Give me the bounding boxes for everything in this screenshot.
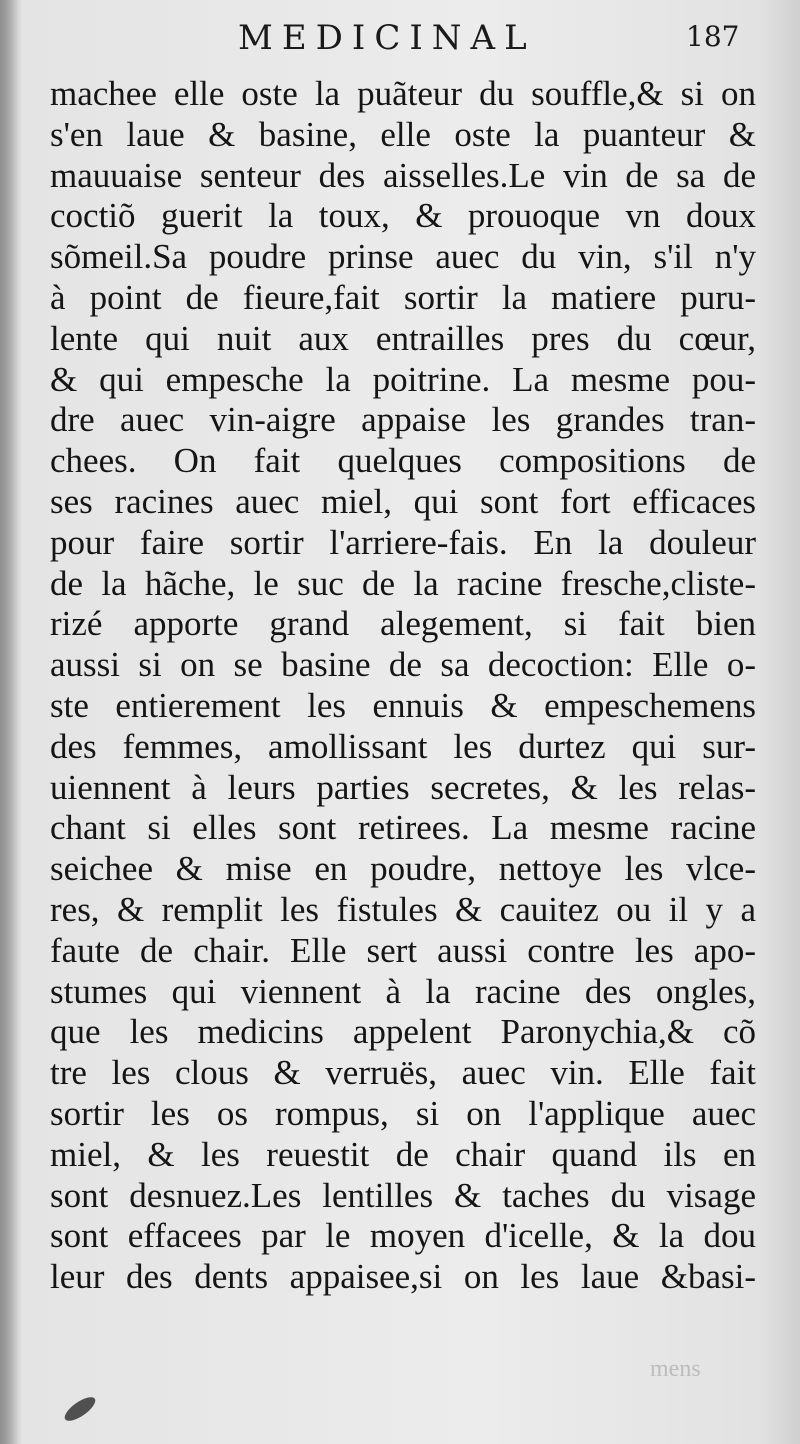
text-line: tre les clous & verruës, auec vin. Elle fait bbox=[50, 1053, 756, 1093]
text-line: machee elle oste la puãteur du souffle,& si on bbox=[50, 74, 756, 113]
text-line: sont desnuez.Les lentilles & taches du visage bbox=[50, 1175, 756, 1215]
text-line: des femmes, amollissant les durtez qui sur- bbox=[50, 726, 756, 766]
text-line: & qui empesche la poitrine. La mesme pou- bbox=[50, 359, 756, 399]
ink-smudge bbox=[61, 1393, 99, 1425]
text-line: chees. On fait quelques compositions de bbox=[50, 441, 756, 481]
text-line: que les medicins appelent Paronychia,& cõ bbox=[50, 1012, 756, 1052]
text-line: uiennent à leurs parties secretes, & les relas- bbox=[50, 767, 756, 807]
text-line: rizé apporte grand alegement, si fait bien bbox=[50, 604, 756, 644]
text-line: leur des dents appaisee,si on les laue &basi- bbox=[50, 1257, 756, 1297]
text-line: de la hãche, le suc de la racine fresche,cliste- bbox=[50, 563, 756, 603]
text-line: sõmeil.Sa poudre prinse auec du vin, s'il n'y bbox=[50, 237, 756, 277]
text-line: s'en laue & basine, elle oste la puanteur & bbox=[50, 114, 756, 154]
page-header bbox=[0, 14, 800, 70]
running-head: MEDICINAL bbox=[238, 18, 536, 58]
text-line: sortir les os rompus, si on l'applique auec bbox=[50, 1093, 756, 1133]
text-line: seichee & mise en poudre, nettoye les vlce- bbox=[50, 849, 756, 889]
text-line: lente qui nuit aux entrailles pres du cœur, bbox=[50, 318, 756, 358]
text-line: miel, & les reuestit de chair quand ils en bbox=[50, 1134, 756, 1174]
text-line: à point de fieure,fait sortir la matiere puru- bbox=[50, 277, 756, 317]
text-line: ses racines auec miel, qui sont fort efficaces bbox=[50, 481, 756, 521]
text-line: chant si elles sont retirees. La mesme racine bbox=[50, 808, 756, 848]
text-line: mauuaise senteur des aisselles.Le vin de sa de bbox=[50, 155, 756, 195]
text-line: faute de chair. Elle sert aussi contre les apo- bbox=[50, 930, 756, 970]
text-line: sont effacees par le moyen d'icelle, & la dou bbox=[50, 1216, 756, 1256]
page-number: 187 bbox=[686, 20, 740, 53]
text-line: ste entierement les ennuis & empeschemens bbox=[50, 685, 756, 725]
text-line: dre auec vin-aigre appaise les grandes tran- bbox=[50, 400, 756, 440]
text-line: res, & remplit les fistules & cauitez ou il y a bbox=[50, 889, 756, 929]
text-line: coctiõ guerit la toux, & prouoque vn doux bbox=[50, 196, 756, 236]
show-through-text: mens bbox=[650, 1356, 701, 1382]
text-line: pour faire sortir l'arriere-fais. En la douleur bbox=[50, 522, 756, 562]
body-text bbox=[50, 74, 756, 1298]
gutter-shadow bbox=[0, 0, 22, 1444]
text-line: aussi si on se basine de sa decoction: Elle o- bbox=[50, 645, 756, 685]
text-line: stumes qui viennent à la racine des ongles, bbox=[50, 971, 756, 1011]
